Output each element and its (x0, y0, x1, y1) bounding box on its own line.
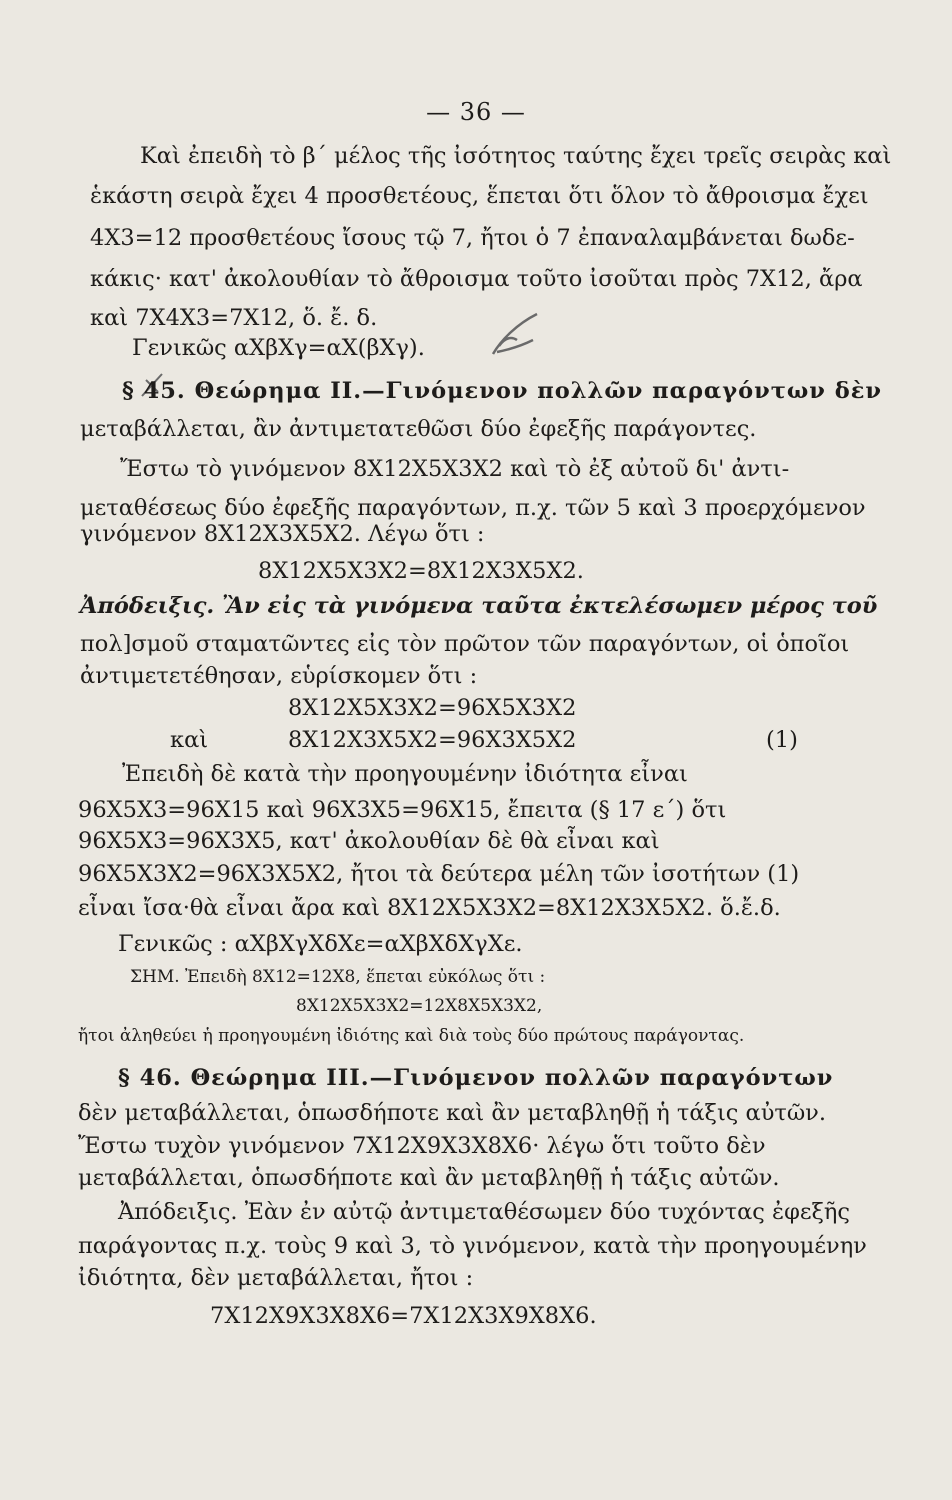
equation: 7X12X9X3X8X6=7X12X3X9X8X6. (210, 1303, 597, 1329)
note-line: ἤτοι ἀληθεύει ἡ προηγουμένη ἰδιότης καὶ διὰ τοὺς δύο πρώτους παράγοντας. (78, 1026, 745, 1046)
equation: 8X12X5X3X2=96X5X3X2 (288, 695, 577, 721)
proof-line: Ἀπόδειξις. Ἂν εἰς τὰ γινόμενα ταῦτα ἐκτελέσωμεν μέρος τοῦ (80, 593, 878, 619)
equation: 8X12X5X3X2=8X12X3X5X2. (258, 558, 584, 584)
text-line: 4X3=12 προσθετέους ἴσους τῷ 7, ἤτοι ὁ 7 ἐπαναλαμβάνεται δωδε- (90, 225, 855, 251)
text-line: καὶ (170, 727, 209, 753)
text-line: μεταβάλλεται, ὁπωσδήποτε καὶ ἂν μεταβληθῇ ἡ τάξις αὐτῶν. (78, 1165, 780, 1191)
text-line: 96X5X3=96X15 καὶ 96X3X5=96X15, ἔπειτα (§ 17 ε΄) ὅτι (78, 797, 727, 823)
text-line: κάκις· κατ' ἀκολουθίαν τὸ ἄθροισμα τοῦτο ἰσοῦται πρὸς 7X12, ἄρα (90, 266, 863, 292)
pen-mark-icon (487, 310, 543, 360)
text-line: ἀντιμετετέθησαν, εὑρίσκομεν ὅτι : (80, 663, 478, 689)
equation-number: (1) (766, 727, 798, 753)
text-line: πολ]σμοῦ σταματῶντες εἰς τὸν πρῶτον τῶν παραγόντων, οἱ ὁποῖοι (80, 631, 850, 657)
text-line: δὲν μεταβάλλεται, ὁπωσδήποτε καὶ ἂν μεταβληθῇ ἡ τάξις αὐτῶν. (78, 1100, 827, 1126)
text-line: καὶ 7X4X3=7X12, ὅ. ἔ. δ. (90, 305, 378, 331)
page-number: — 36 — (426, 98, 526, 126)
text-line: Ἔστω τυχὸν γινόμενον 7X12X9X3X8X6· λέγω ὅτι τοῦτο δὲν (78, 1133, 766, 1159)
text-line: εἶναι ἴσα·θὰ εἶναι ἄρα καὶ 8X12X5X3X2=8X12X3X5X2. ὅ.ἔ.δ. (78, 895, 781, 921)
text-line: 96X5X3X2=96X3X5X2, ἤτοι τὰ δεύτερα μέλη τῶν ἰσοτήτων (1) (78, 861, 800, 887)
text-line: ἰδιότητα, δὲν μεταβάλλεται, ἤτοι : (78, 1265, 474, 1291)
text-line: Ἐπειδὴ δὲ κατὰ τὴν προηγουμένην ἰδιότητα εἶναι (122, 761, 688, 787)
text-line: Ἔστω τὸ γινόμενον 8X12X5X3X2 καὶ τὸ ἐξ αὐτοῦ δι' ἀντι- (120, 456, 790, 482)
text-line: Γενικῶς : αXβXγXδXε=αXβXδXγXε. (118, 931, 523, 957)
text-line: Γενικῶς αXβXγ=αX(βXγ). (132, 335, 425, 361)
equation: 8X12X3X5X2=96X3X5X2 (288, 727, 577, 753)
text-line: γινόμενον 8X12X3X5X2. Λέγω ὅτι : (80, 521, 485, 547)
note-line: ΣΗΜ. Ἐπειδὴ 8X12=12X8, ἕπεται εὐκόλως ὅτι : (130, 967, 546, 987)
section-heading-46: § 46. Θεώρημα ΙΙΙ.—Γινόμενον πολλῶν παραγόντων (118, 1065, 834, 1091)
text-line: μεταβάλλεται, ἂν ἀντιμετατεθῶσι δύο ἐφεξῆς παράγοντες. (80, 416, 757, 442)
section-heading-45: § 45. Θεώρημα ΙΙ.—Γινόμενον πολλῶν παραγόντων δὲν (122, 378, 883, 404)
text-line: μεταθέσεως δύο ἐφεξῆς παραγόντων, π.χ. τῶν 5 καὶ 3 προερχόμενον (80, 495, 866, 521)
proof-line: Ἀπόδειξις. Ἐὰν ἐν αὐτῷ ἀντιμεταθέσωμεν δύο τυχόντας ἐφεξῆς (118, 1199, 851, 1225)
text-line: 96X5X3=96X3X5, κατ' ἀκολουθίαν δὲ θὰ εἶναι καὶ (78, 828, 660, 854)
note-equation: 8X12X5X3X2=12X8X5X3X2, (296, 996, 543, 1016)
text-line: ἑκάστη σειρὰ ἔχει 4 προσθετέους, ἕπεται ὅτι ὅλον τὸ ἄθροισμα ἔχει (90, 183, 869, 209)
text-line: παράγοντας π.χ. τοὺς 9 καὶ 3, τὸ γινόμενον, κατὰ τὴν προηγουμένην (78, 1233, 867, 1259)
text-line: Καὶ ἐπειδὴ τὸ β΄ μέλος τῆς ἰσότητος ταύτης ἔχει τρεῖς σειρὰς καὶ (140, 143, 892, 169)
